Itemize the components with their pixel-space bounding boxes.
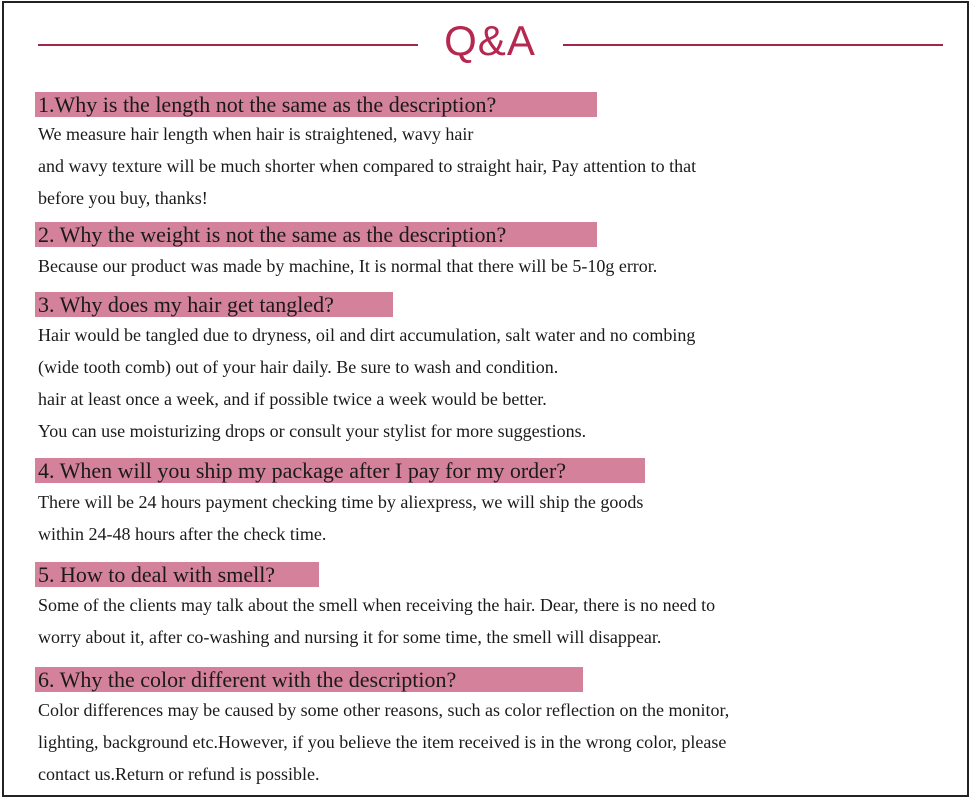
answer-3-line-2: (wide tooth comb) out of your hair daily. Be sure to wash and condition. [38,357,559,377]
answer-4-line-2: within 24-48 hours after the check time. [38,524,327,544]
answer-1-line-3: before you buy, thanks! [38,188,208,208]
answer-6-line-3: contact us.Return or refund is possible. [38,764,320,784]
header-rule-left [38,44,418,46]
question-1: 1.Why is the length not the same as the description? [35,92,597,117]
answer-1-line-2: and wavy texture will be much shorter when compared to straight hair, Pay attention to that [38,156,697,176]
question-6: 6. Why the color different with the description? [35,667,583,692]
answer-3-line-4: You can use moisturizing drops or consult your stylist for more suggestions. [38,421,587,441]
question-5: 5. How to deal with smell? [35,562,319,587]
answer-6-line-2: lighting, background etc.However, if you believe the item received is in the wrong color, please [38,732,727,752]
question-3: 3. Why does my hair get tangled? [35,292,393,317]
question-2: 2. Why the weight is not the same as the description? [35,222,597,247]
header-rule-right [563,44,943,46]
answer-5-line-2: worry about it, after co-washing and nursing it for some time, the smell will disappear. [38,627,662,647]
answer-5-line-1: Some of the clients may talk about the smell when receiving the hair. Dear, there is no need to [38,595,716,615]
answer-3-line-1: Hair would be tangled due to dryness, oil and dirt accumulation, salt water and no combing [38,325,696,345]
question-4: 4. When will you ship my package after I pay for my order? [35,458,645,483]
answer-3-line-3: hair at least once a week, and if possible twice a week would be better. [38,389,547,409]
answer-4-line-1: There will be 24 hours payment checking time by aliexpress, we will ship the goods [38,492,644,512]
answer-1-line-1: We measure hair length when hair is straightened, wavy hair [38,124,474,144]
answer-2-line-1: Because our product was made by machine, It is normal that there will be 5-10g error. [38,256,658,276]
page-title: Q&A [444,17,536,64]
answer-6-line-1: Color differences may be caused by some other reasons, such as color reflection on the monitor, [38,700,730,720]
